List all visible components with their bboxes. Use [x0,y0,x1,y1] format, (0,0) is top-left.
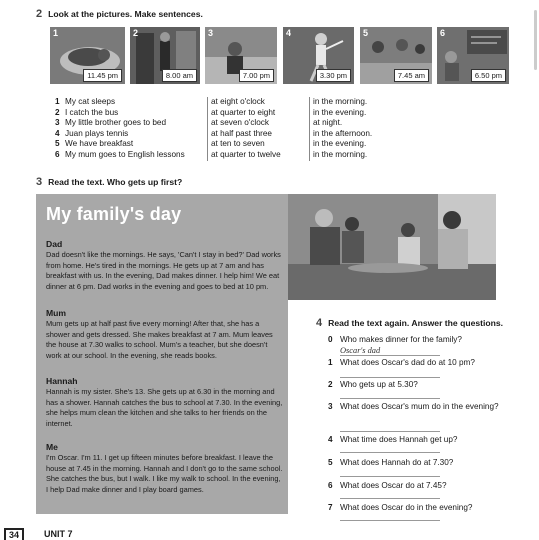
answer-line[interactable] [340,431,440,432]
question-4: 4 What time does Hannah get up? [328,435,458,444]
picture-2-time: 8.00 am [162,69,197,82]
exercise-2-heading [36,8,203,20]
picture-2-number: 2 [133,28,139,38]
exercise-3-heading [36,176,182,188]
exercise-4-instruction: Read the text again. Answer the questions. [328,318,504,328]
unit-label: UNIT 7 [44,529,73,539]
section-heading: Mum [46,308,67,318]
time-phrase: at eight o'clock [211,97,265,106]
reading-title: My family's day [46,204,182,224]
picture-2 [130,27,200,84]
answer-line[interactable] [340,520,440,521]
picture-strip [50,27,526,84]
answer-line[interactable] [340,498,440,499]
section-me [46,442,284,495]
section-heading: Dad [46,239,63,249]
section-mum [46,308,284,361]
time-phrase: at quarter to eight [211,107,276,117]
period-phrase: at night. [313,118,343,128]
answer-line[interactable] [340,398,440,399]
period-phrase: in the evening. [313,139,367,149]
subject-row: 5 We have breakfast [55,139,134,149]
section-dad [46,239,284,292]
picture-4-number: 4 [286,28,292,38]
period-phrase: in the evening. [313,107,367,117]
subjects-column [55,97,185,161]
page-number: 34 [4,528,24,540]
picture-5 [360,27,432,84]
time-phrase: at half past three [211,128,272,138]
picture-4 [283,27,354,84]
family-kitchen-image [288,194,496,300]
answer-line[interactable] [340,476,440,477]
section-heading: Me [46,442,58,452]
section-text: Hannah is my sister. She's 13. She gets up at 6.30 in the morning and has a shower. Hannah catches the bus to school at 7.30. In the evening, she helps mum clean the kitchen and she talks to her friends on the internet. [46,387,283,428]
exercise-4-number: 4 [316,317,323,329]
answer-line[interactable] [340,377,440,378]
exercise-4-heading [316,317,503,329]
answer-0: Oscar's dad [340,346,381,355]
picture-1-number: 1 [53,28,59,38]
exercise-3-number: 3 [36,176,43,188]
question-7: 7 What does Oscar do in the evening? [328,503,473,512]
period-phrase: in the morning. [313,149,368,159]
time-phrase: at ten to seven [211,139,265,149]
picture-5-time: 7.45 am [394,69,429,82]
answer-line[interactable] [340,355,440,356]
picture-5-number: 5 [363,28,369,38]
picture-6-number: 6 [440,28,446,38]
picture-3-number: 3 [208,28,214,38]
picture-1-time: 11.45 pm [83,69,122,82]
section-text: Mum gets up at half past five every morning! After that, she has a shower and gets dressed. She makes breakfast at 7 am. Mum leaves the house at 7.30 walks to school. Mum's a teacher, but she doesn't work at our school. In the evening, she reads books. [46,319,273,360]
question-1: 1 What does Oscar's dad do at 10 pm? [328,358,475,367]
family-kitchen-photo [288,194,496,300]
section-heading: Hannah [46,376,78,386]
section-text: I'm Oscar. I'm 11. I get up fifteen minutes before breakfast. I leave the house at 7.45 in the morning. Hannah and I don't go to the same school. She catches the bus, but I walk. I like my walk to school. In the evening, I help Dad make dinner and I play board games. [46,453,283,494]
picture-3 [205,27,277,84]
question-3: 3 What does Oscar's mum do in the evening? [328,402,499,411]
subject-row: 2 I catch the bus [55,107,119,117]
times-column [207,97,281,161]
question-2: 2 Who gets up at 5.30? [328,380,418,389]
picture-6 [437,27,509,84]
subject-row: 1 My cat sleeps [55,97,116,106]
question-5: 5 What does Hannah do at 7.30? [328,458,454,467]
question-0: 0 Who makes dinner for the family? [328,335,462,344]
period-phrase: in the afternoon. [313,128,373,138]
exercise-2-instruction: Look at the pictures. Make sentences. [48,9,203,19]
answer-line[interactable] [340,452,440,453]
time-phrase: at seven o'clock [211,118,269,128]
reading-text-panel [36,194,288,514]
period-phrase: in the morning. [313,97,368,106]
section-text: Dad doesn't like the mornings. He says, 'Can't I stay in bed?' Dad works from home. He's tired in the mornings. He gets up at 7 am and has breakfast with us. In the evening, Dad makes dinner. I help him! We eat dinner at 6 pm. Dad works in the evening and goes to bed at 10 pm. [46,250,281,291]
subject-row: 6 My mum goes to English lessons [55,149,185,159]
periods-column [309,97,372,161]
section-hannah [46,376,284,429]
exercise-2-number: 2 [36,8,43,20]
subject-row: 4 Juan plays tennis [55,128,129,138]
picture-3-time: 7.00 pm [239,69,274,82]
exercise-3-instruction: Read the text. Who gets up first? [48,177,183,187]
page-footer [0,527,539,540]
picture-4-time: 3.30 pm [316,69,351,82]
picture-1 [50,27,125,84]
time-phrase: at quarter to twelve [211,149,281,159]
scrollbar[interactable] [534,10,537,70]
picture-6-time: 6.50 pm [471,69,506,82]
subject-row: 3 My little brother goes to bed [55,118,167,128]
question-6: 6 What does Oscar do at 7.45? [328,481,447,490]
